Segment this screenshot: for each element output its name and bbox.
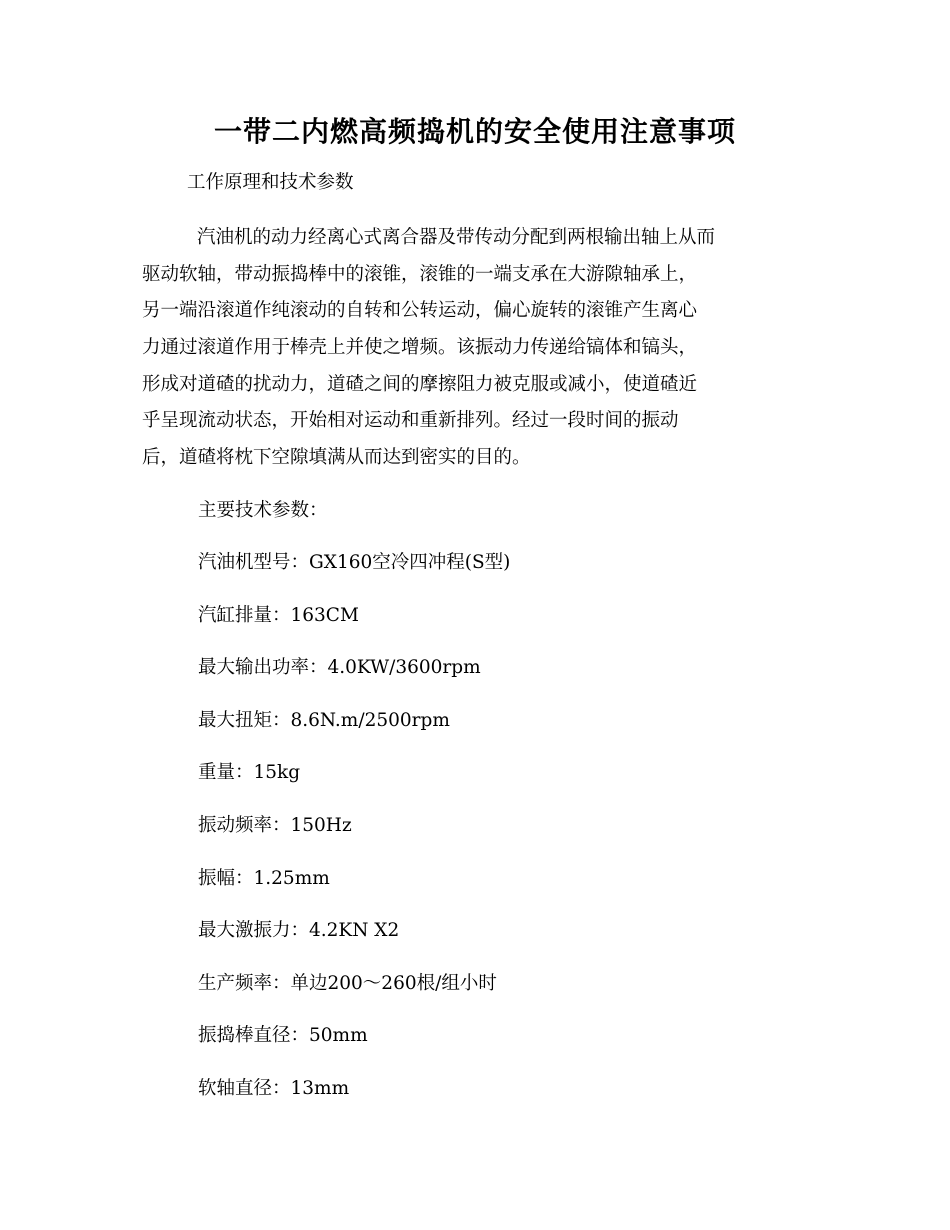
spec-item-max-torque: 最大扭矩：8.6N.m/2500rpm — [198, 710, 450, 731]
spec-item-amplitude: 振幅：1.25mm — [198, 868, 330, 889]
spec-item-engine-model: 汽油机型号：GX160空冷四冲程(S型) — [198, 552, 511, 573]
paragraph-line: 汽油机的动力经离心式离合器及带传动分配到两根输出轴上从而 — [197, 227, 716, 248]
paragraph-line: 另一端沿滚道作纯滚动的自转和公转运动，偏心旋转的滚锥产生离心 — [142, 300, 698, 322]
spec-item-weight: 重量：15kg — [198, 762, 301, 783]
paragraph-line: 驱动软轴，带动振捣棒中的滚锥，滚锥的一端支承在大游隙轴承上， — [142, 263, 698, 285]
spec-item-production-rate: 生产频率：单边200～260根/组小时 — [198, 973, 497, 994]
paragraph-line: 后，道碴将枕下空隙填满从而达到密实的目的。 — [142, 447, 531, 469]
spec-item-vibrator-diameter: 振捣棒直径：50mm — [198, 1025, 368, 1046]
spec-item-max-exciting-force: 最大激振力：4.2KN X2 — [198, 920, 400, 941]
specs-heading: 主要技术参数： — [198, 500, 328, 521]
spec-item-vibration-frequency: 振动频率：150Hz — [198, 815, 352, 836]
paragraph-line: 形成对道碴的扰动力，道碴之间的摩擦阻力被克服或减小，使道碴近 — [142, 373, 698, 395]
body-paragraph — [142, 220, 842, 477]
paragraph-line: 乎呈现流动状态，开始相对运动和重新排列。经过一段时间的振动 — [142, 410, 679, 432]
section-heading: 工作原理和技术参数 — [187, 172, 354, 193]
paragraph-line: 力通过滚道作用于棒壳上并使之增频。该振动力传递给镐体和镐头， — [142, 337, 698, 359]
spec-item-max-power: 最大输出功率：4.0KW/3600rpm — [198, 657, 481, 678]
spec-item-displacement: 汽缸排量：163CM — [198, 605, 359, 626]
document-title: 一带二内燃高频捣机的安全使用注意事项 — [213, 115, 736, 148]
spec-item-shaft-diameter: 软轴直径：13mm — [198, 1078, 350, 1099]
